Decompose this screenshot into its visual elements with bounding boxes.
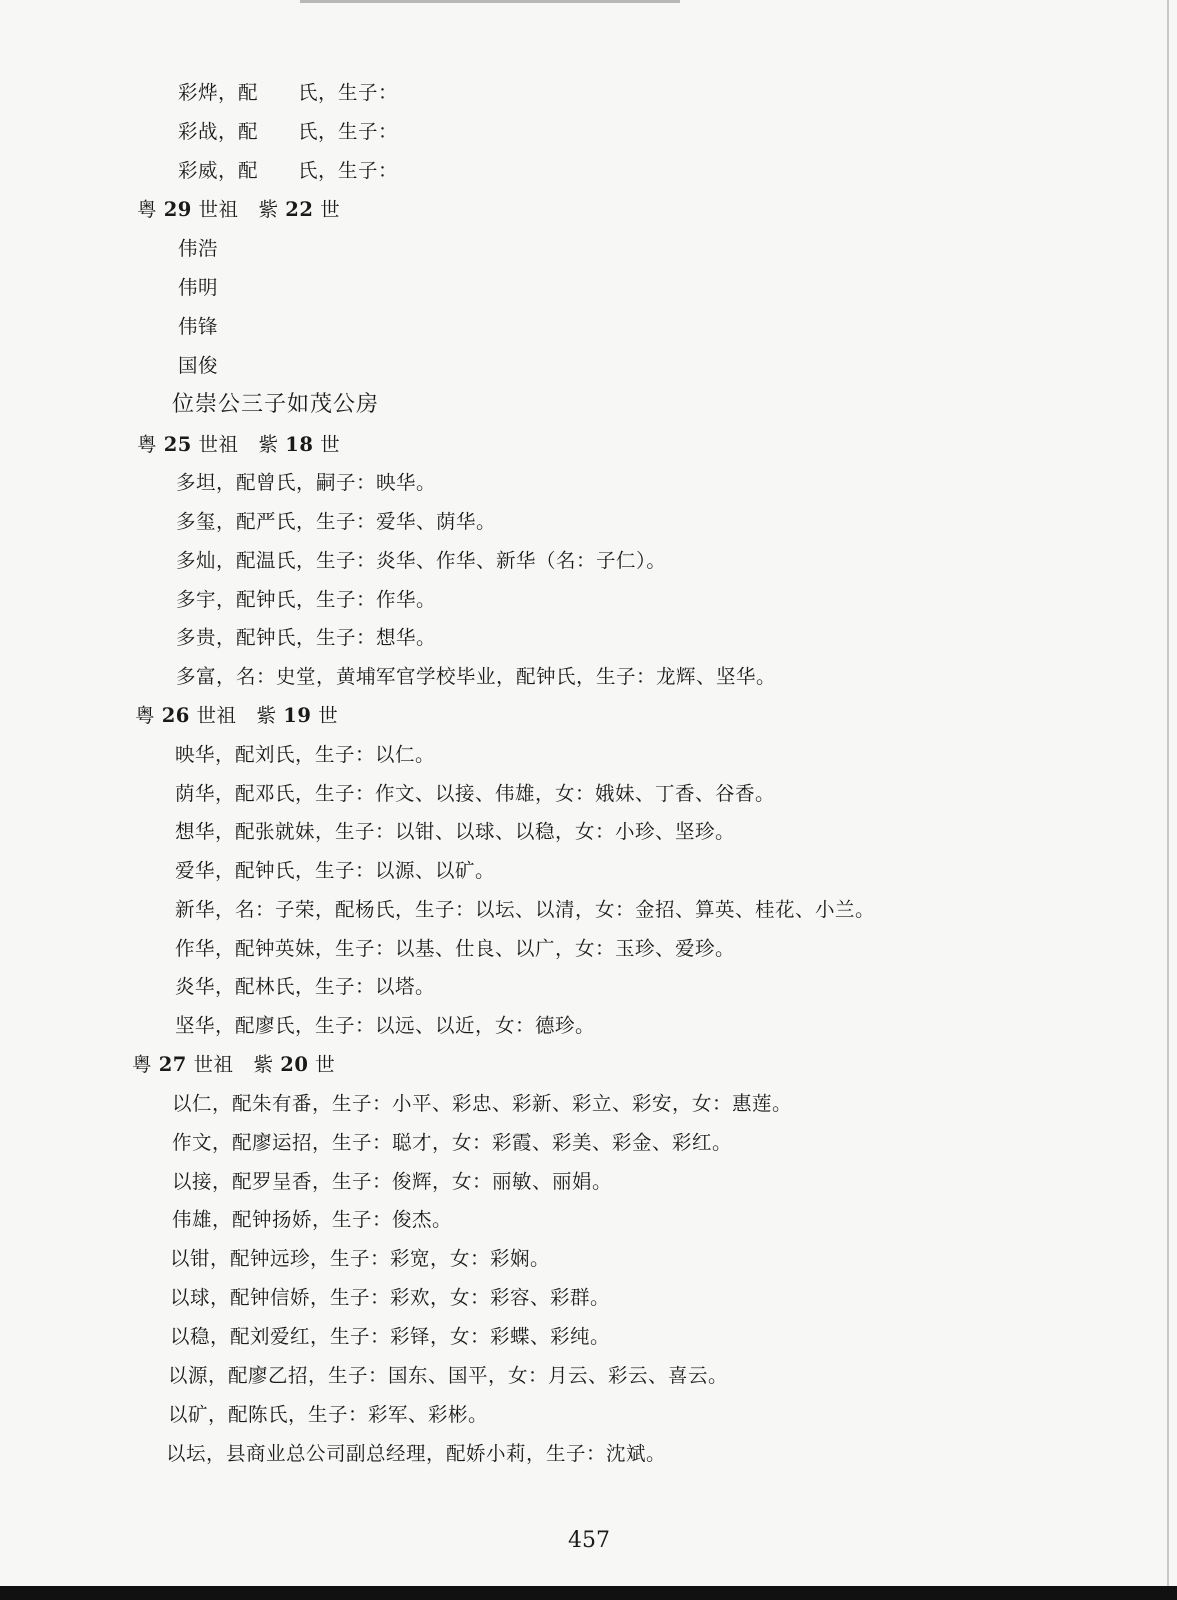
right-edge-rule [1167, 0, 1169, 1600]
entry-line: 伟雄，配钟扬娇，生子：俊杰。 [172, 1208, 453, 1231]
entry-line: 以稳，配刘爱红，生子：彩铎，女：彩蝶、彩纯。 [170, 1325, 611, 1348]
entry-line: 坚华，配廖氏，生子：以远、以近，女：德珍。 [175, 1014, 596, 1037]
entry-line: 以仁，配朱有番，生子：小平、彩忠、彩新、彩立、彩安，女：惠莲。 [172, 1092, 793, 1115]
entry-line: 多坦，配曾氏，嗣子：映华。 [176, 471, 437, 494]
generation-heading: 粤 25 世祖 紫 18 世 [137, 433, 341, 456]
top-edge-rule [300, 0, 680, 3]
entry-line: 炎华，配林氏，生子：以塔。 [175, 975, 436, 998]
entry-line: 伟明 [178, 276, 219, 299]
entry-line: 想华，配张就妹，生子：以钳、以球、以稳，女：小珍、坚珍。 [175, 820, 736, 843]
entry-line: 多灿，配温氏，生子：炎华、作华、新华（名：子仁）。 [176, 549, 667, 572]
entry-line: 作文，配廖运招，生子：聪才，女：彩霞、彩美、彩金、彩红。 [172, 1131, 733, 1154]
generation-heading: 粤 29 世祖 紫 22 世 [137, 198, 341, 221]
entry-line: 国俊 [178, 354, 219, 377]
entry-line: 以接，配罗呈香，生子：俊辉，女：丽敏、丽娟。 [172, 1170, 613, 1193]
page-number: 457 [568, 1528, 610, 1553]
entry-line: 以矿，配陈氏，生子：彩军、彩彬。 [168, 1403, 489, 1426]
entry-line: 以源，配廖乙招，生子：国东、国平，女：月云、彩云、喜云。 [168, 1364, 729, 1387]
entry-line: 以坛，县商业总公司副总经理，配娇小莉，生子：沈斌。 [166, 1442, 667, 1465]
entry-line: 爱华，配钟氏，生子：以源、以矿。 [175, 859, 496, 882]
generation-heading: 粤 26 世祖 紫 19 世 [135, 704, 339, 727]
entry-line: 作华，配钟英妹，生子：以基、仕良、以广，女：玉珍、爱珍。 [175, 937, 736, 960]
entry-line: 多富，名：史堂，黄埔军官学校毕业，配钟氏，生子：龙辉、坚华。 [176, 665, 777, 688]
generation-heading: 粤 27 世祖 紫 20 世 [132, 1053, 336, 1076]
branch-title: 位崇公三子如茂公房 [172, 392, 380, 417]
entry-line: 以球，配钟信娇，生子：彩欢，女：彩容、彩群。 [170, 1286, 611, 1309]
entry-line: 多玺，配严氏，生子：爱华、荫华。 [176, 510, 497, 533]
entry-line: 多贵，配钟氏，生子：想华。 [176, 626, 437, 649]
entry-line: 荫华，配邓氏，生子：作文、以接、伟雄，女：娥妹、丁香、谷香。 [175, 782, 776, 805]
scan-bottom-edge [0, 1586, 1177, 1600]
entry-line: 以钳，配钟远珍，生子：彩宽，女：彩娴。 [170, 1247, 551, 1270]
entry-line: 伟浩 [178, 237, 219, 260]
entry-line: 伟锋 [178, 315, 219, 338]
entry-line: 多宇，配钟氏，生子：作华。 [176, 588, 437, 611]
entry-line: 彩威，配 氏，生子： [178, 159, 399, 182]
entry-line: 映华，配刘氏，生子：以仁。 [175, 743, 436, 766]
entry-line: 彩烨，配 氏，生子： [178, 81, 399, 104]
entry-line: 彩战，配 氏，生子： [178, 120, 399, 143]
entry-line: 新华，名：子荣，配杨氏，生子：以坛、以清，女：金招、算英、桂花、小兰。 [175, 898, 876, 921]
